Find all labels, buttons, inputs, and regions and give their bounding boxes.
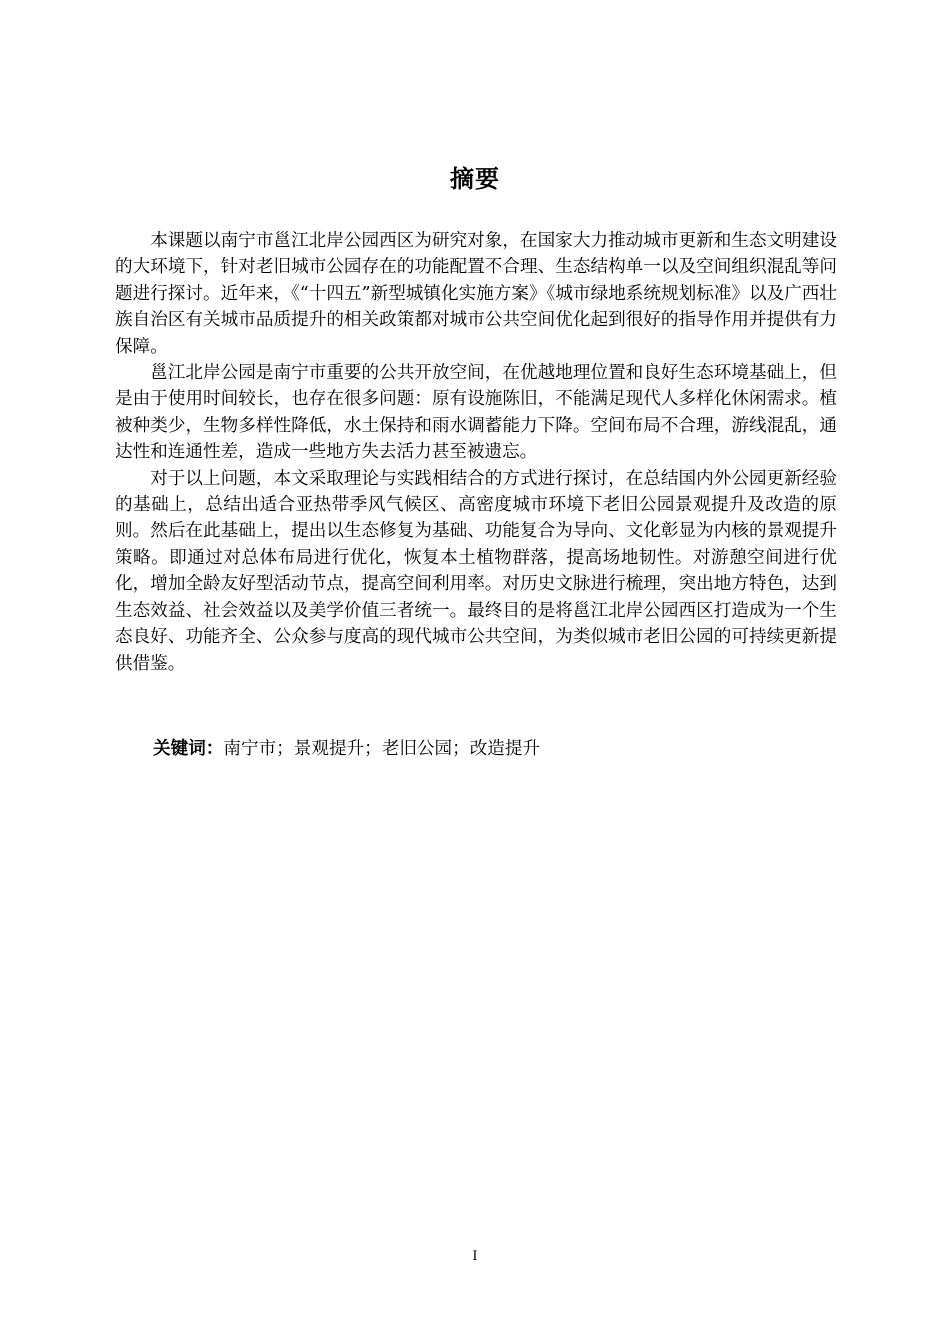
keywords-label: 关键词：	[153, 739, 224, 759]
abstract-title: 摘要	[450, 165, 500, 193]
keywords-value: 南宁市；景观提升；老旧公园；改造提升	[223, 739, 541, 759]
abstract-body	[115, 228, 837, 677]
abstract-paragraph-2: 邕江北岸公园是南宁市重要的公共开放空间，在优越地理位置和良好生态环境基础上，但是由于使用时间较长，也存在很多问题：原有设施陈旧，不能满足现代人多样化休闲需求。植被种类少，生物多样性降低，水土保持和雨水调蓄能力下降。空间布局不合理，游线混乱，通达性和连通性差，造成一些地方失去活力甚至被遗忘。	[115, 363, 837, 463]
keywords-line	[153, 736, 853, 762]
abstract-paragraph-1: 本课题以南宁市邕江北岸公园西区为研究对象，在国家大力推动城市更新和生态文明建设的大环境下，针对老旧城市公园存在的功能配置不合理、生态结构单一以及空间组织混乱等问题进行探讨。近年来，《“十四五”新型城镇化实施方案》《城市绿地系统规划标准》以及广西壮族自治区有关城市品质提升的相关政策都对城市公共空间优化起到很好的指导作用并提供有力保障。	[115, 231, 837, 357]
page-number: I	[472, 1249, 478, 1264]
abstract-paragraph-3: 对于以上问题，本文采取理论与实践相结合的方式进行探讨，在总结国内外公园更新经验的基础上，总结出适合亚热带季风气候区、高密度城市环境下老旧公园景观提升及改造的原则。然后在此基础上，提出以生态修复为基础、功能复合为导向、文化彰显为内核的景观提升策略。即通过对总体布局进行优化，恢复本土植物群落，提高场地韧性。对游憩空间进行优化，增加全龄友好型活动节点，提高空间利用率。对历史文脉进行梳理，突出地方特色，达到生态效益、社会效益以及美学价值三者统一。最终目的是将邕江北岸公园西区打造成为一个生态良好、功能齐全、公众参与度高的现代城市公共空间，为类似城市老旧公园的可持续更新提供借鉴。	[115, 468, 837, 674]
